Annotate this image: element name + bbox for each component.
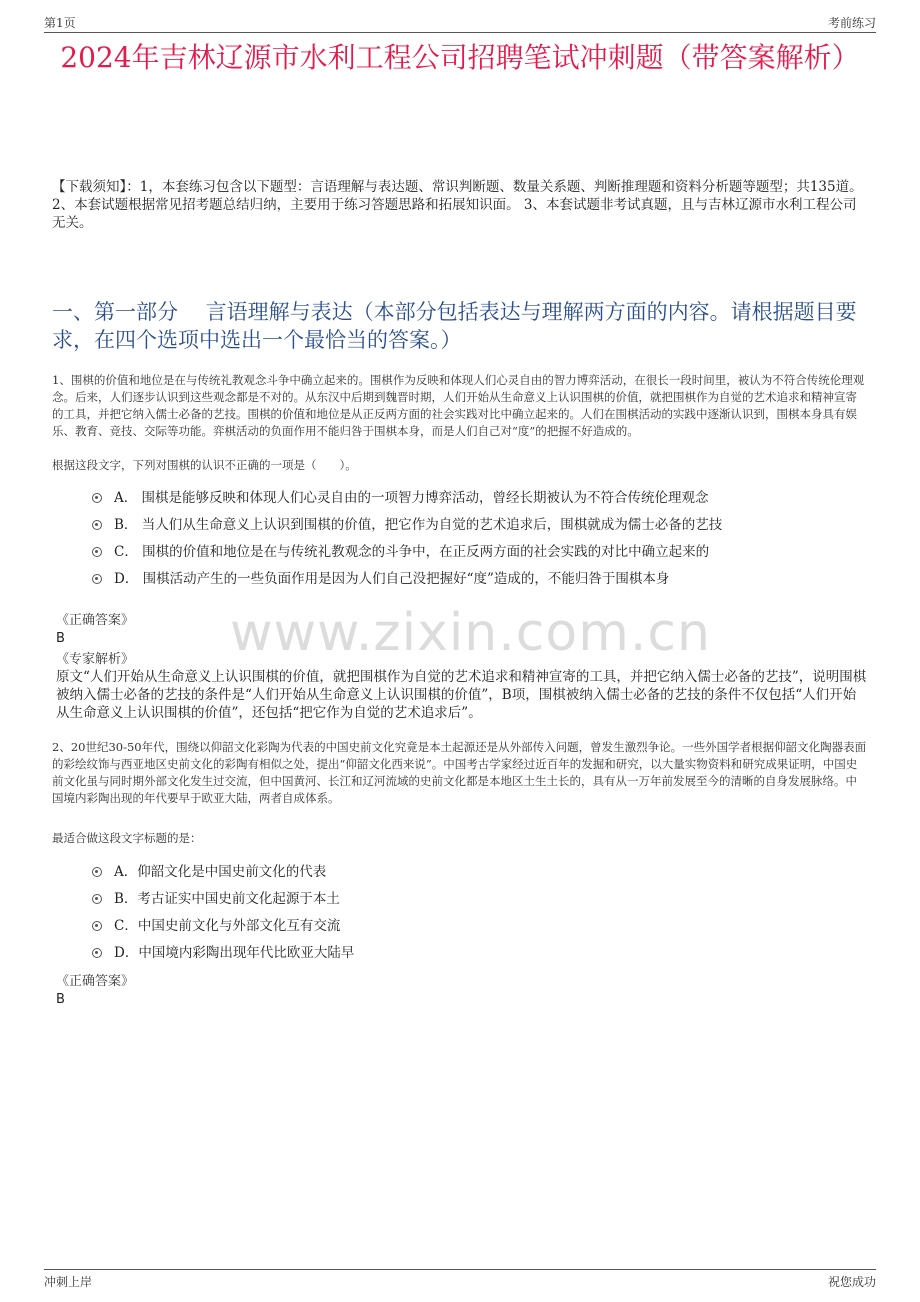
section-heading: 一、第一部分 言语理解与表达（本部分包括表达与理解两方面的内容。请根据题目要求，在四个选项中选出一个最恰当的答案。） (52, 300, 857, 352)
page-number: 第1页 (44, 16, 76, 30)
radio-icon[interactable] (92, 948, 102, 958)
page-header (44, 12, 876, 33)
page-footer (44, 1269, 876, 1294)
q1-option-a[interactable]: A． 围棋是能够反映和体现人们心灵自由的一项智力博弈活动，曾经长期被认为不符合传统伦理观念 (92, 488, 872, 515)
q2-option-a[interactable]: A．仰韶文化是中国史前文化的代表 (92, 862, 872, 889)
footer-left: 冲刺上岸 (44, 1275, 93, 1289)
q1-options (92, 488, 872, 596)
radio-icon[interactable] (92, 520, 102, 530)
q1-option-d[interactable]: D． 围棋活动产生的一些负面作用是因为人们自己没把握好“度”造成的，不能归咎于围棋本身 (92, 569, 872, 596)
header-label: 考前练习 (827, 16, 876, 30)
q2-passage: 2、20世纪30-50年代，围绕以仰韶文化彩陶为代表的中国史前文化究竟是本土起源还是从外部传入问题，曾发生激烈争论。一些外国学者根据仰韶文化陶器表面的彩绘纹饰与西亚地区史前文化的彩陶有相似之处，提出“仰韶文化西来说”。中国考古学家经过近百年的发掘和研究，以大量实物资料和研究成果证明，中国史前文化虽与同时期外部文化发生过交流，但中国黄河、长江和辽河流域的史前文化都是本地区土生土长的，具有从一万年前发展至今的清晰的自身发展脉络。中国境内彩陶出现的年代要早于欧亚大陆，两者自成体系。 (52, 740, 867, 805)
footer-right: 祝您成功 (827, 1275, 876, 1289)
radio-icon[interactable] (92, 493, 102, 503)
q1-option-c[interactable]: C． 围棋的价值和地位是在与传统礼教观念的斗争中，在正反两方面的社会实践的对比中确立起来的 (92, 542, 872, 569)
document-title: 2024年吉林辽源市水利工程公司招聘笔试冲刺题（带答案解析） (60, 41, 860, 74)
q2-question: 最适合做这段文字标题的是： (52, 831, 202, 845)
q2-option-d[interactable]: D．中国境内彩陶出现年代比欧亚大陆早 (92, 943, 872, 970)
q1-passage: 1、围棋的价值和地位是在与传统礼教观念斗争中确立起来的。围棋作为反映和体现人们心灵自由的智力博弈活动，在很长一段时间里，被认为不符合传统伦理观念。后来，人们逐步认识到这些观念都是不对的。从东汉中后期到魏晋时期，人们开始从生命意义上认识围棋的价值，就把围棋作为自觉的艺术追求和精神宣寄的工具，并把它纳入儒士必备的艺技。围棋的价值和地位是从正反两方面的社会实践对比中确立起来的。人们在围棋活动的实践中逐渐认识到，围棋本身具有娱乐、教育、竞技、交际等功能。弈棋活动的负面作用不能归咎于围棋本身，而是人们自己对“度”的把握不好造成的。 (52, 373, 865, 438)
q1-question: 根据这段文字，下列对围棋的认识不正确的一项是（ ）。 (52, 458, 357, 472)
q2-answer-label: 《正确答案》 (56, 974, 135, 989)
radio-icon[interactable] (92, 921, 102, 931)
q1-option-b[interactable]: B． 当人们从生命意义上认识到围棋的价值，把它作为自觉的艺术追求后，围棋就成为儒士必备的艺技 (92, 515, 872, 542)
radio-icon[interactable] (92, 867, 102, 877)
radio-icon[interactable] (92, 894, 102, 904)
download-notice: 【下载须知】：1，本套练习包含以下题型：言语理解与表达题、常识判断题、数量关系题、判断推理题和资料分析题等题型；共135道。 2、本套试题根据常见招考题总结归纳，主要用于练习答题思路和拓展知识面。 3、本套试题非考试真题，且与吉林辽源市水利工程公司无关。 (52, 179, 863, 231)
q1-analysis: 原文“人们开始从生命意义上认识围棋的价值，就把围棋作为自觉的艺术追求和精神宣寄的工具，并把它纳入儒士必备的艺技”，说明围棋被纳入儒士必备的艺技的条件是“人们开始从生命意义上认识围棋的价值”，B项，围棋被纳入儒士必备的艺技的条件不仅包括“人们开始从生命意义上认识围棋的价值”，还包括“把它作为自觉的艺术追求后”。 (56, 669, 867, 721)
radio-icon[interactable] (92, 574, 102, 584)
q1-answer-label: 《正确答案》 (56, 613, 135, 628)
watermark: www.zixin.com.cn (230, 603, 711, 663)
q2-options (92, 862, 872, 970)
q2-option-c[interactable]: C．中国史前文化与外部文化互有交流 (92, 916, 872, 943)
radio-icon[interactable] (92, 547, 102, 557)
q1-analysis-label: 《专家解析》 (56, 652, 135, 667)
q1-answer: B (56, 631, 65, 646)
q2-option-b[interactable]: B．考古证实中国史前文化起源于本土 (92, 889, 872, 916)
q2-answer: B (56, 992, 65, 1007)
